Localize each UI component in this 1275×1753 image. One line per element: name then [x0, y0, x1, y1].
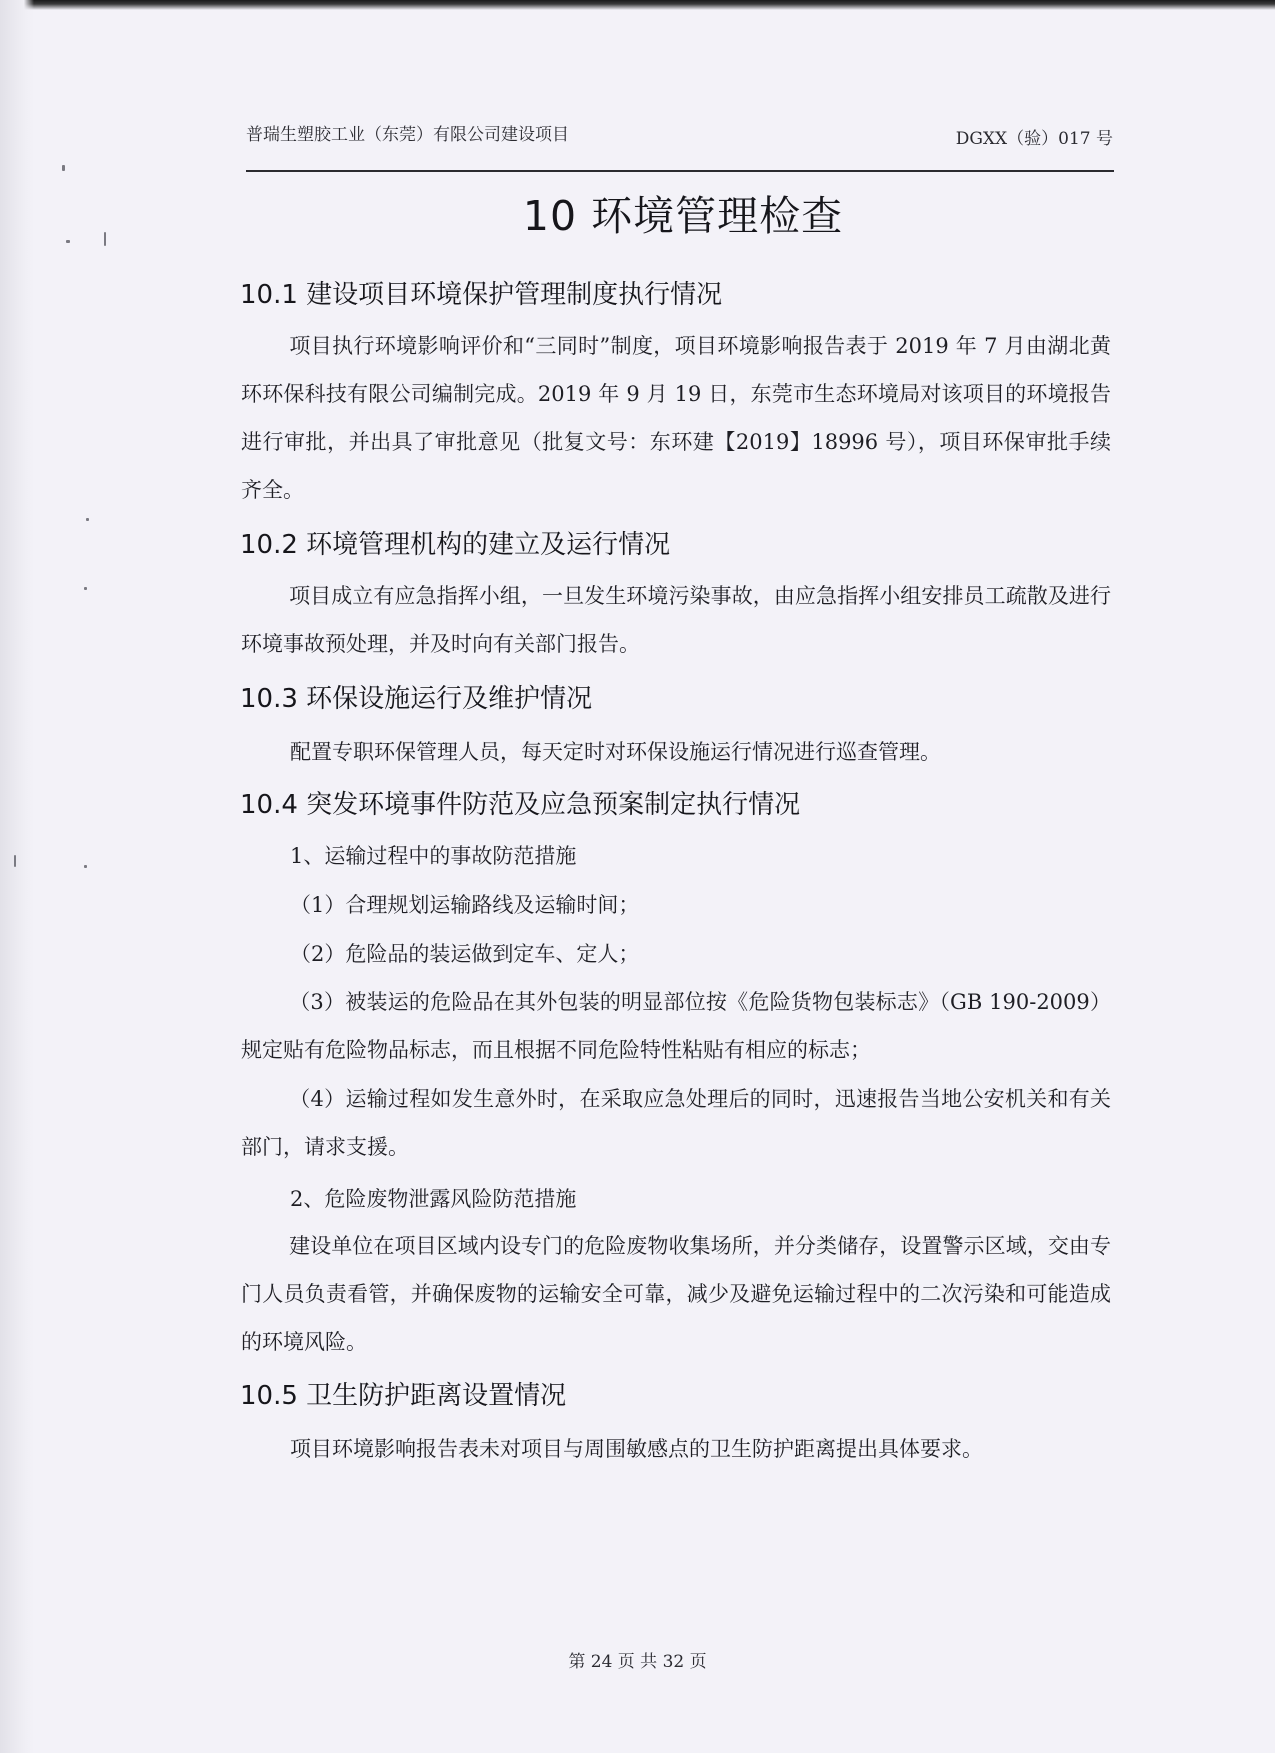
- section-heading-10-5: 10.5 卫生防护距离设置情况: [240, 1381, 567, 1411]
- list-subitem-3: [241, 978, 1111, 1074]
- header-company: 普瑞生塑胶工业（东莞）有限公司建设项目: [246, 125, 569, 145]
- section-body-10-2: [241, 572, 1111, 668]
- list-subitem-4: [241, 1075, 1111, 1171]
- scan-speck: [84, 587, 87, 590]
- list-item-hazardous-waste: 2、危险废物泄露风险防范措施: [290, 1187, 577, 1211]
- page-number: 第 24 页 共 32 页: [568, 1652, 707, 1672]
- chapter-title: 10 环境管理检查: [522, 192, 844, 240]
- section-body-10-4-waste-text: 建设单位在项目区域内设专门的危险废物收集场所，并分类储存，设置警示区域，交由专门人员负责看管，并确保废物的运输安全可靠，减少及避免运输过程中的二次污染和可能造成的环境风险。: [241, 1234, 1111, 1354]
- section-body-10-1-text: 项目执行环境影响评价和“三同时”制度，项目环境影响报告表于 2019 年 7 月由湖北黄环环保科技有限公司编制完成。2019 年 9 月 19 日，东莞市生态环境局对该项目的环境报告进行审批，并出具了审批意见（批复文号：东环建【2019】18996 号），项目环保审批手续齐全。: [241, 334, 1111, 502]
- list-subitem-2: （2）危险品的装运做到定车、定人；: [290, 942, 640, 966]
- list-subitem-4-text: （4）运输过程如发生意外时，在采取应急处理后的同时，迅速报告当地公安机关和有关部门，请求支援。: [241, 1087, 1111, 1159]
- scan-speck: [62, 165, 65, 171]
- section-body-10-2-text: 项目成立有应急指挥小组，一旦发生环境污染事故，由应急指挥小组安排员工疏散及进行环境事故预处理，并及时向有关部门报告。: [241, 584, 1111, 656]
- scan-speck: [86, 518, 89, 521]
- section-body-10-1: [241, 322, 1111, 514]
- scan-edge-top: [0, 0, 1275, 10]
- list-subitem-1: （1）合理规划运输路线及运输时间；: [290, 893, 640, 917]
- scan-speck: [84, 865, 87, 868]
- section-heading-10-4: 10.4 突发环境事件防范及应急预案制定执行情况: [240, 790, 801, 820]
- scan-speck: [14, 855, 16, 867]
- section-heading-10-3: 10.3 环保设施运行及维护情况: [240, 684, 593, 714]
- section-heading-10-1: 10.1 建设项目环境保护管理制度执行情况: [240, 280, 723, 310]
- header-divider: [246, 170, 1114, 172]
- header-doc-number: DGXX（验）017 号: [955, 129, 1113, 149]
- section-body-10-4-waste: [241, 1222, 1111, 1366]
- list-item-transport: 1、运输过程中的事故防范措施: [290, 844, 577, 868]
- list-subitem-3-text: （3）被装运的危险品在其外包装的明显部位按《危险货物包装标志》（GB 190-2009）规定贴有危险物品标志，而且根据不同危险特性粘贴有相应的标志；: [241, 990, 1111, 1062]
- section-heading-10-2: 10.2 环境管理机构的建立及运行情况: [240, 530, 671, 560]
- scan-edge-left: [0, 0, 34, 1753]
- section-body-10-3: 配置专职环保管理人员，每天定时对环保设施运行情况进行巡查管理。: [290, 740, 941, 764]
- section-body-10-5: 项目环境影响报告表未对项目与周围敏感点的卫生防护距离提出具体要求。: [290, 1437, 983, 1461]
